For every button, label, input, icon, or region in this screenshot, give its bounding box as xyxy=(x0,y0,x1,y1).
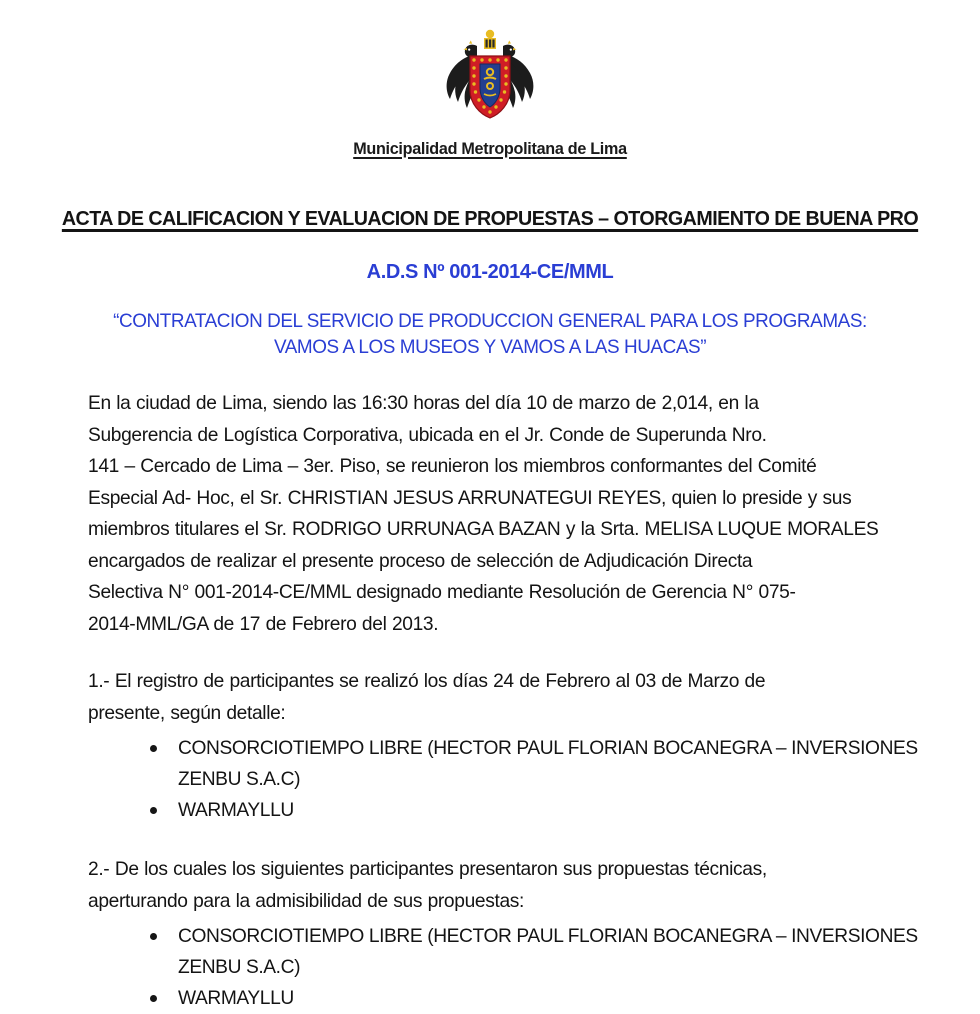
section-1-text xyxy=(88,666,896,729)
intro-line-3-text: 141 – Cercado de Lima – 3er. Piso, se reunieron los miembros conformantes del Comité xyxy=(88,456,817,477)
bullet-dot-icon xyxy=(150,995,157,1002)
intro-line-1 xyxy=(88,388,896,420)
coat-of-arms-icon xyxy=(436,26,544,124)
section-2-text xyxy=(88,854,896,917)
page-title: ACTA DE CALIFICACION Y EVALUACION DE PROPUESTAS – OTORGAMIENTO DE BUENA PRO xyxy=(61,207,919,230)
list-item xyxy=(148,795,896,826)
list-item-line-1: CONSORCIOTIEMPO LIBRE (HECTOR PAUL FLORIAN BOCANEGRA – INVERSIONES xyxy=(178,738,918,759)
section-2-bullet-list xyxy=(88,921,918,1014)
contract-object-line-1: “CONTRATACION DEL SERVICIO DE PRODUCCION GENERAL PARA LOS PROGRAMAS: xyxy=(113,310,867,332)
intro-line-5-text: miembros titulares el Sr. RODRIGO URRUNAGA BAZAN y la Srta. MELISA LUQUE MORALES xyxy=(88,519,879,540)
contract-object-line-2: VAMOS A LOS MUSEOS Y VAMOS A LAS HUACAS” xyxy=(273,336,707,358)
intro-line-6 xyxy=(88,546,896,578)
intro-line-7-text: Selectiva N° 001-2014-CE/MML designado mediante Resolución de Gerencia N° 075- xyxy=(88,582,796,603)
list-item-line-2: ZENBU S.A.C) xyxy=(178,957,301,978)
section-1-line-1 xyxy=(88,666,896,698)
bullet-dot-icon xyxy=(150,933,157,940)
list-item xyxy=(148,921,918,983)
intro-line-8-text: 2014-MML/GA de 17 de Febrero del 2013. xyxy=(88,613,439,635)
list-item-line-1: WARMAYLLU xyxy=(178,800,294,821)
section-2-line-1-text: 2.- De los cuales los siguientes participantes presentaron sus propuestas técnicas, xyxy=(88,859,767,880)
section-2-line-2 xyxy=(88,886,896,918)
intro-line-1-text: En la ciudad de Lima, siendo las 16:30 horas del día 10 de marzo de 2,014, en la xyxy=(88,393,759,414)
intro-line-8 xyxy=(88,609,896,641)
section-1-line-2 xyxy=(88,698,896,730)
crest-container xyxy=(0,0,980,129)
section-1-line-2-text: presente, según detalle: xyxy=(88,702,286,724)
list-item xyxy=(148,983,896,1014)
intro-paragraph xyxy=(88,388,896,640)
bullet-dot-icon xyxy=(150,745,157,752)
intro-line-6-text: encargados de realizar el presente proceso de selección de Adjudicación Directa xyxy=(88,550,753,572)
section-1-bullet-list xyxy=(88,733,918,826)
institution-name: Municipalidad Metropolitana de Lima xyxy=(353,139,627,158)
intro-line-5 xyxy=(88,514,896,546)
intro-line-3 xyxy=(88,451,896,483)
process-code: A.D.S Nº 001-2014-CE/MML xyxy=(366,261,614,283)
list-item xyxy=(148,733,918,795)
intro-line-4-text: Especial Ad- Hoc, el Sr. CHRISTIAN JESUS ARRUNATEGUI REYES, quien lo preside y sus xyxy=(88,487,852,509)
contract-object xyxy=(15,308,966,360)
document-body xyxy=(84,388,918,1014)
intro-line-4 xyxy=(88,483,896,515)
intro-line-2-text: Subgerencia de Logística Corporativa, ubicada en el Jr. Conde de Superunda Nro. xyxy=(88,424,767,446)
section-1-line-1-text: 1.- El registro de participantes se realizó los días 24 de Febrero al 03 de Marzo de xyxy=(88,671,766,692)
list-item-line-1: CONSORCIOTIEMPO LIBRE (HECTOR PAUL FLORIAN BOCANEGRA – INVERSIONES xyxy=(178,926,918,947)
list-item-line-1: WARMAYLLU xyxy=(178,988,294,1009)
intro-line-2 xyxy=(88,420,896,452)
bullet-dot-icon xyxy=(150,807,157,814)
intro-line-7 xyxy=(88,577,896,609)
section-2-line-1 xyxy=(88,854,896,886)
list-item-line-2: ZENBU S.A.C) xyxy=(178,769,301,790)
section-2-line-2-text: aperturando para la admisibilidad de sus propuestas: xyxy=(88,890,524,912)
